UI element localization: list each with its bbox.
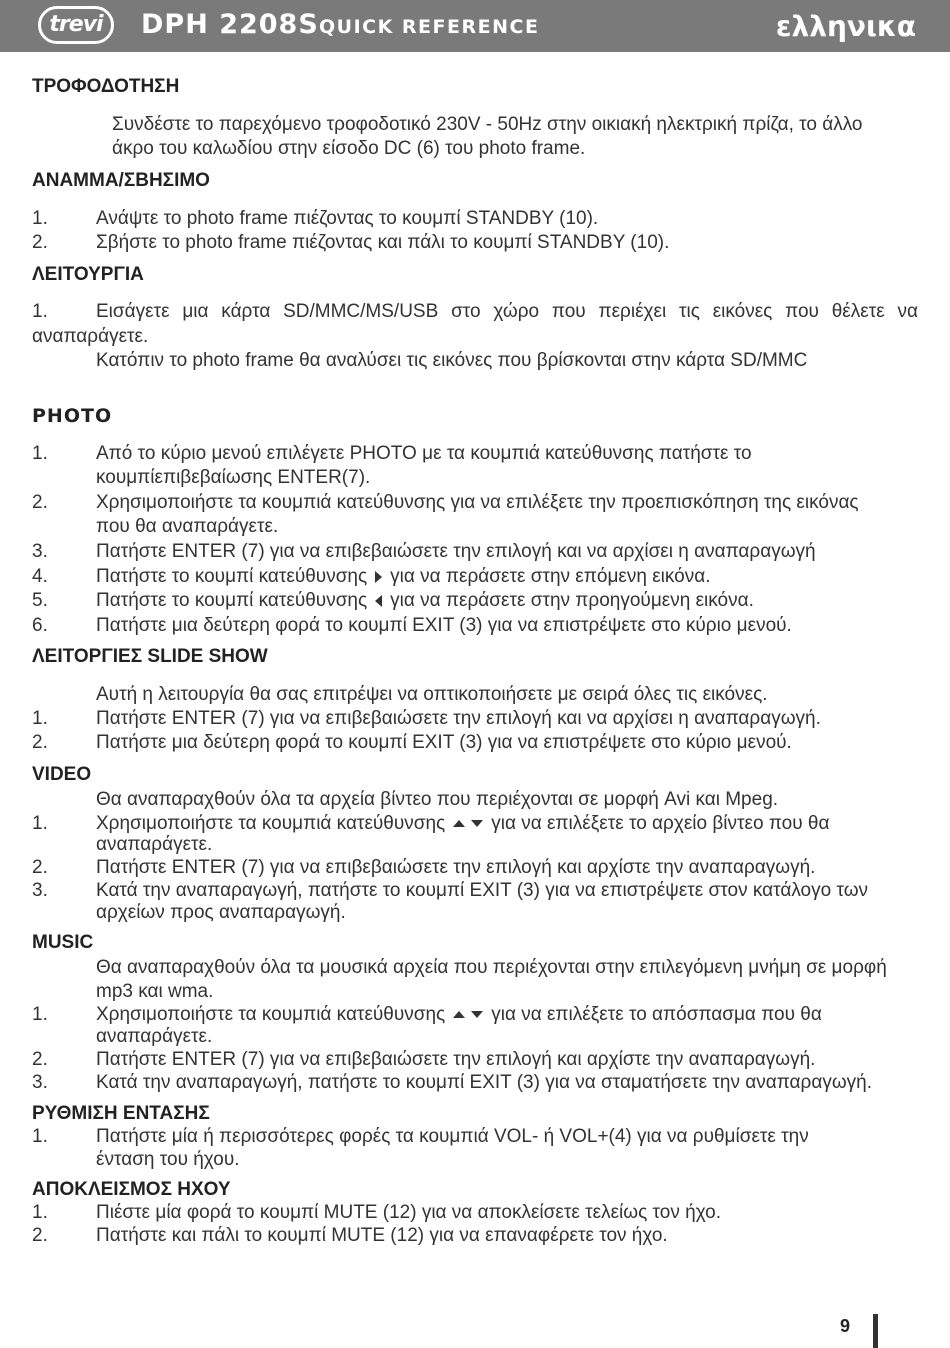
list-number: 1. (32, 1126, 48, 1147)
music-intro-line1: Θα αναπαραχθούν όλα τα μουσικά αρχεία που περιέχονται στην επιλεγόμενη μνήμη σε μορφή (96, 957, 887, 978)
video-intro: Θα αναπαραχθούν όλα τα αρχεία βίντεο που περιέχονται σε μορφή Avi και Mpeg. (96, 789, 779, 810)
photo-item2-line1: Χρησιμοποιήστε τα κουμπιά κατεύθυνσης για να επιλέξετε την προεπισκόπηση της εικόνας (96, 492, 859, 513)
photo-item5-text-b: για να περάσετε στην προηγούμενη εικόνα. (390, 590, 754, 611)
list-number: 3. (32, 541, 48, 562)
music-item1-text-a: Χρησιμοποιήστε τα κουμπιά κατεύθυνσης (96, 1004, 446, 1025)
list-number: 5. (32, 590, 48, 611)
music-item2: Πατήστε ENTER (7) για να επιβεβαιώσετε την επιλογή και αρχίστε την αναπαραγωγή. (96, 1049, 816, 1070)
photo-item4 (96, 565, 711, 589)
photo-item1-line2: κουμπίεπιβεβαίωσης ENTER(7). (96, 467, 371, 488)
list-number: 1. (32, 708, 48, 729)
list-item: Σβήστε το photo frame πιέζοντας και πάλι το κουμπί STANDBY (10). (96, 232, 670, 253)
arrow-down-icon (471, 820, 483, 827)
power-text-line1: Συνδέστε το παρεχόμενο τροφοδοτικό 230V - 50Hz στην οικιακή ηλεκτρική πρίζα, το άλλο (112, 114, 863, 135)
power-text-line2: άκρο του καλωδίου στην είσοδο DC (6) του photo frame. (112, 138, 586, 159)
video-item2: Πατήστε ENTER (7) για να επιβεβαιώσετε την επιλογή και αρχίστε την αναπαραγωγή. (96, 857, 816, 878)
list-number: 2. (32, 232, 48, 253)
list-number: 1. (32, 301, 48, 322)
list-number: 3. (32, 1072, 48, 1093)
operation-text-line2: αναπαράγετε. (32, 326, 149, 347)
list-number: 3. (32, 880, 48, 901)
music-item3: Κατά την αναπαραγωγή, πατήστε το κουμπί EXIT (3) για να σταματήσετε την αναπαραγωγή. (96, 1072, 872, 1093)
page-number: 9 (840, 1316, 851, 1336)
slideshow-item1: Πατήστε ENTER (7) για να επιβεβαιώσετε την επιλογή και να αρχίσει η αναπαραγωγή. (96, 708, 821, 729)
section-title-photo: PHOTO (32, 405, 113, 427)
section-title-onoff: ΑΝΑΜΜΑ/ΣΒΗΣΙΜΟ (32, 170, 210, 191)
video-item3-line1: Κατά την αναπαραγωγή, πατήστε το κουμπί EXIT (3) για να επιστρέψετε στον κατάλογο των (96, 880, 869, 901)
model-name: DPH 2208S (141, 9, 319, 40)
section-title-operation: ΛΕΙΤΟΥΡΓΙΑ (32, 264, 144, 285)
volume-item1-line2: ένταση του ήχου. (96, 1149, 240, 1170)
list-number: 4. (32, 566, 48, 587)
list-number: 1. (32, 208, 48, 229)
list-number: 1. (32, 1004, 48, 1025)
photo-item1-line1: Από το κύριο μενού επιλέγετε PHOTO με τα κουμπιά κατεύθυνσης πατήστε το (96, 443, 752, 464)
section-title-volume: ΡΥΘΜΙΣΗ ΕΝΤΑΣΗΣ (32, 1103, 210, 1124)
section-title-power: ΤΡΟΦΟΔΟΤΗΣΗ (32, 76, 180, 97)
mute-item1: Πιέστε μία φορά το κουμπί MUTE (12) για να αποκλείσετε τελείως τον ήχο. (96, 1202, 721, 1223)
slideshow-intro: Αυτή η λειτουργία θα σας επιτρέψει να οπτικοποιήσετε με σειρά όλες τις εικόνες. (96, 684, 768, 705)
photo-item5-text-a: Πατήστε το κουμπί κατεύθυνσης (96, 590, 368, 611)
arrow-left-icon (375, 595, 382, 607)
music-item1-line1 (96, 1003, 822, 1027)
video-item1-text-b: για να επιλέξετε το αρχείο βίντεο που θα (491, 813, 830, 834)
section-title-mute: ΑΠΟΚΛΕΙΣΜΟΣ ΗΧΟΥ (32, 1179, 231, 1200)
arrow-up-icon (453, 820, 465, 827)
list-number: 2. (32, 1049, 48, 1070)
operation-text-line1: Εισάγετε μια κάρτα SD/MMC/MS/USB στο χώρο που περιέχει τις εικόνες που θέλετε να (96, 301, 918, 322)
list-number: 2. (32, 732, 48, 753)
section-title-music: MUSIC (32, 932, 94, 953)
photo-item4-text-b: για να περάσετε στην επόμενη εικόνα. (390, 566, 711, 587)
list-number: 2. (32, 857, 48, 878)
photo-item5 (96, 589, 754, 613)
photo-item6: Πατήστε μια δεύτερη φορά το κουμπί EXIT (3) για να επιστρέψετε στο κύριο μενού. (96, 615, 792, 636)
video-item3-line2: αρχείων προς αναπαραγωγή. (96, 902, 346, 923)
music-item1-line2: αναπαράγετε. (96, 1026, 213, 1047)
music-item1-text-b: για να επιλέξετε το απόσπασμα που θα (491, 1004, 822, 1025)
list-number: 2. (32, 1225, 48, 1246)
list-number: 2. (32, 492, 48, 513)
arrow-up-icon (453, 1011, 465, 1018)
section-title-video: VIDEO (32, 764, 92, 785)
photo-item2-line2: που θα αναπαράγετε. (96, 516, 279, 537)
photo-item4-text-a: Πατήστε το κουμπί κατεύθυνσης (96, 566, 368, 587)
header-subtitle: QUICK REFERENCE (319, 16, 540, 38)
section-title-slideshow: ΛΕΙΤΟΡΓΙΕΣ SLIDE SHOW (32, 646, 268, 667)
list-item: Ανάψτε το photo frame πιέζοντας το κουμπί STANDBY (10). (96, 208, 599, 229)
list-number: 6. (32, 615, 48, 636)
brand-logo: trevi (38, 6, 114, 44)
volume-item1-line1: Πατήστε μία ή περισσότερες φορές τα κουμπιά VOL- ή VOL+(4) για να ρυθμίσετε την (96, 1126, 809, 1147)
arrow-right-icon (375, 571, 382, 583)
arrow-down-icon (471, 1011, 483, 1018)
list-number: 1. (32, 443, 48, 464)
slideshow-item2: Πατήστε μια δεύτερη φορά το κουμπί EXIT (3) για να επιστρέψετε στο κύριο μενού. (96, 732, 792, 753)
list-number: 1. (32, 813, 48, 834)
photo-item3: Πατήστε ENTER (7) για να επιβεβαιώσετε την επιλογή και να αρχίσει η αναπαραγωγή (96, 541, 816, 562)
video-item1-line2: αναπαράγετε. (96, 834, 213, 855)
operation-text-line3: Κατόπιν το photo frame θα αναλύσει τις εικόνες που βρίσκονται στην κάρτα SD/MMC (96, 350, 808, 371)
music-intro-line2: mp3 και wma. (96, 981, 214, 1002)
video-item1-text-a: Χρησιμοποιήστε τα κουμπιά κατεύθυνσης (96, 813, 446, 834)
language-label: ελληνικα (775, 10, 916, 43)
list-number: 1. (32, 1202, 48, 1223)
mute-item2: Πατήστε και πάλι το κουμπί MUTE (12) για να επαναφέρετε τον ήχο. (96, 1225, 668, 1246)
page-marker-bar (873, 1314, 878, 1348)
page-header (0, 0, 950, 52)
